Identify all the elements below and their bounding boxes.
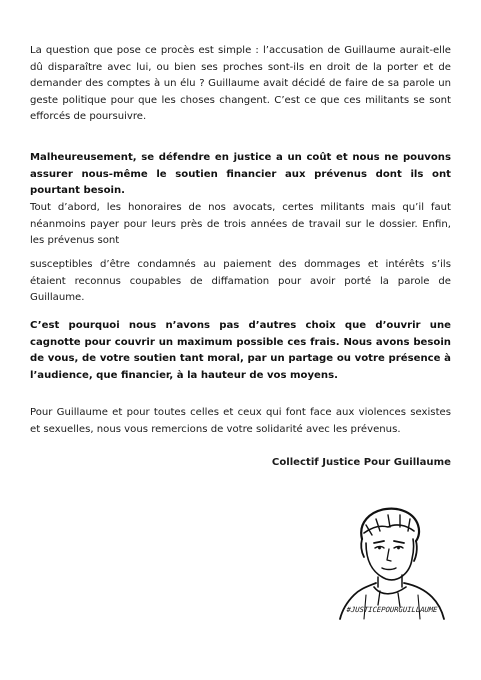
paragraph-lawyer-fees: Tout d’abord, les honoraires de nos avocats, certes militants mais qu’il faut néanmoins payer pour leurs près de trois années de travail sur le dossier. Enfin, les prévenus sont [30, 202, 451, 247]
signature: Collectif Justice Pour Guillaume [271, 457, 451, 468]
paragraph-damages: susceptibles d’être condamnés au paiement des dommages et intérêts s’ils étaient reconnus coupables de diffamation pour avoir porté la parole de Guillaume. [30, 259, 451, 304]
hashtag-label: #JUSTICEPOURGUILLAUME [346, 605, 438, 614]
paragraph-fundraiser-call: C’est pourquoi nous n’avons pas d’autres choix que d’ouvrir une cagnotte pour couvrir un maximum possible ces frais. Nous avons besoin de vous, de votre soutien tant moral, par un partage ou votre présence à l’audience, que financier, à la hauteur de vos moyens. [30, 320, 451, 381]
portrait-drawing-icon [336, 503, 448, 621]
paragraph-trial-question: La question que pose ce procès est simple : l’accusation de Guillaume aurait-elle dû disparaître avec lui, ou bien ses proches sont-ils en droit de la porter et de demander des comptes à un élu ? Guillaume avait décidé de faire de sa parole un geste politique pour que les choses changent. C’est ce que ces militants se sont efforcés de poursuivre. [30, 45, 451, 123]
paragraph-cost-notice: Malheureusement, se défendre en justice a un coût et nous ne pouvons assurer nous-même le soutien financier aux prévenus dont ils ont pourtant besoin. [30, 152, 451, 197]
paragraph-thanks: Pour Guillaume et pour toutes celles et ceux qui font face aux violences sexistes et sexuelles, nous vous remercions de votre solidarité avec les prévenus. [30, 407, 451, 435]
